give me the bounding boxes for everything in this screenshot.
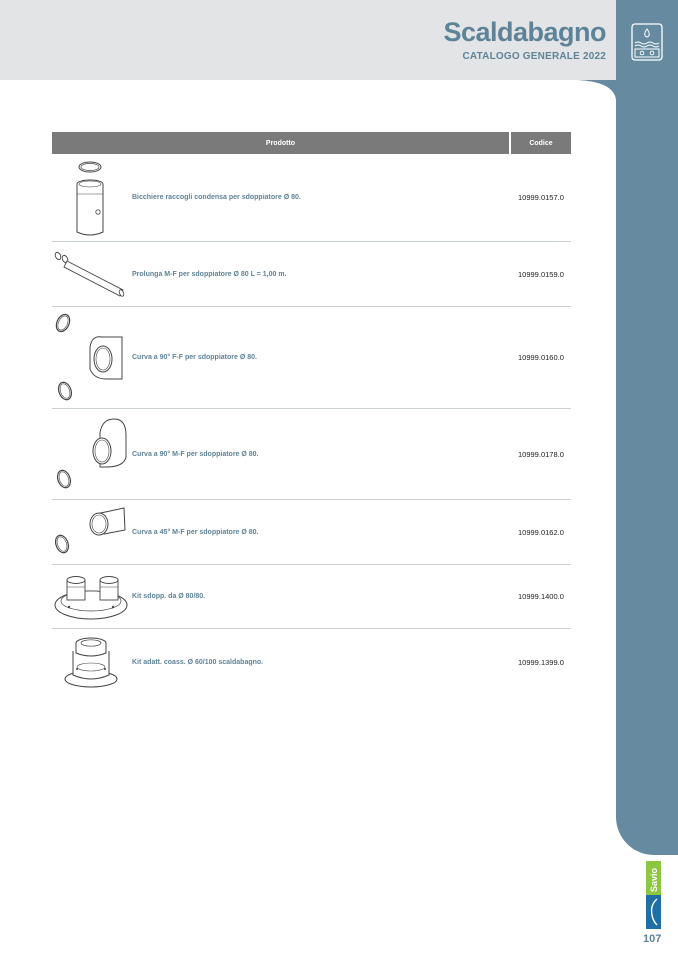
product-description: Bicchiere raccogli condensa per sdoppiatore Ø 80.: [130, 154, 510, 242]
product-description: Kit sdopp. da Ø 80/80.: [130, 565, 510, 629]
extension-pipe-icon: [52, 242, 130, 306]
product-description: Curva a 90° F-F per sdoppiatore Ø 80.: [130, 307, 510, 409]
column-header-product: Prodotto: [52, 132, 510, 154]
product-code: 10999.0159.0: [510, 242, 571, 307]
product-description: Curva a 90° M-F per sdoppiatore Ø 80.: [130, 409, 510, 500]
column-header-code: Codice: [510, 132, 571, 154]
product-image-cell: [52, 307, 130, 409]
water-heater-icon: [631, 23, 663, 61]
side-band-curve: [578, 80, 616, 100]
splitter-kit-icon: [52, 565, 130, 628]
product-image-cell: [52, 242, 130, 307]
product-description: Prolunga M-F per sdoppiatore Ø 80 L = 1,00 m.: [130, 242, 510, 307]
product-image-cell: [52, 629, 130, 696]
product-description: Curva a 45° M-F per sdoppiatore Ø 80.: [130, 500, 510, 565]
product-table: [52, 132, 571, 695]
table-row: [52, 565, 571, 629]
table-row: [52, 154, 571, 242]
product-description: Kit adatt. coass. Ø 60/100 scaldabagno.: [132, 658, 264, 666]
condensate-cup-icon: [52, 154, 130, 241]
product-image-cell: [52, 500, 130, 565]
table-header-row: [52, 132, 571, 154]
elbow-45-mf-icon: [52, 500, 130, 564]
page-title: Scaldabagno: [443, 17, 606, 47]
table-row: [52, 500, 571, 565]
product-code: 10999.0160.0: [510, 307, 571, 409]
product-code: 10999.1399.0: [518, 657, 564, 667]
table-row: [52, 307, 571, 409]
table-row: [52, 629, 571, 696]
product-image-cell: [52, 409, 130, 500]
product-image-cell: [52, 565, 130, 629]
table-row: [52, 409, 571, 500]
catalog-subtitle: CATALOGO GENERALE 2022: [462, 51, 606, 62]
product-code: 10999.0157.0: [510, 154, 571, 242]
product-image-cell: [52, 154, 130, 242]
side-band: [616, 0, 678, 855]
page-number: 107: [643, 933, 662, 945]
savio-brand-logo: [646, 861, 661, 929]
product-code: 10999.1400.0: [510, 565, 571, 629]
coaxial-adapter-icon: [52, 629, 130, 695]
elbow-90-ff-icon: [52, 307, 130, 408]
brand-name: Savio: [649, 867, 659, 892]
elbow-90-mf-icon: [52, 409, 130, 499]
product-code: 10999.0162.0: [510, 500, 571, 565]
table-row: [52, 242, 571, 307]
product-code: 10999.0178.0: [510, 409, 571, 500]
